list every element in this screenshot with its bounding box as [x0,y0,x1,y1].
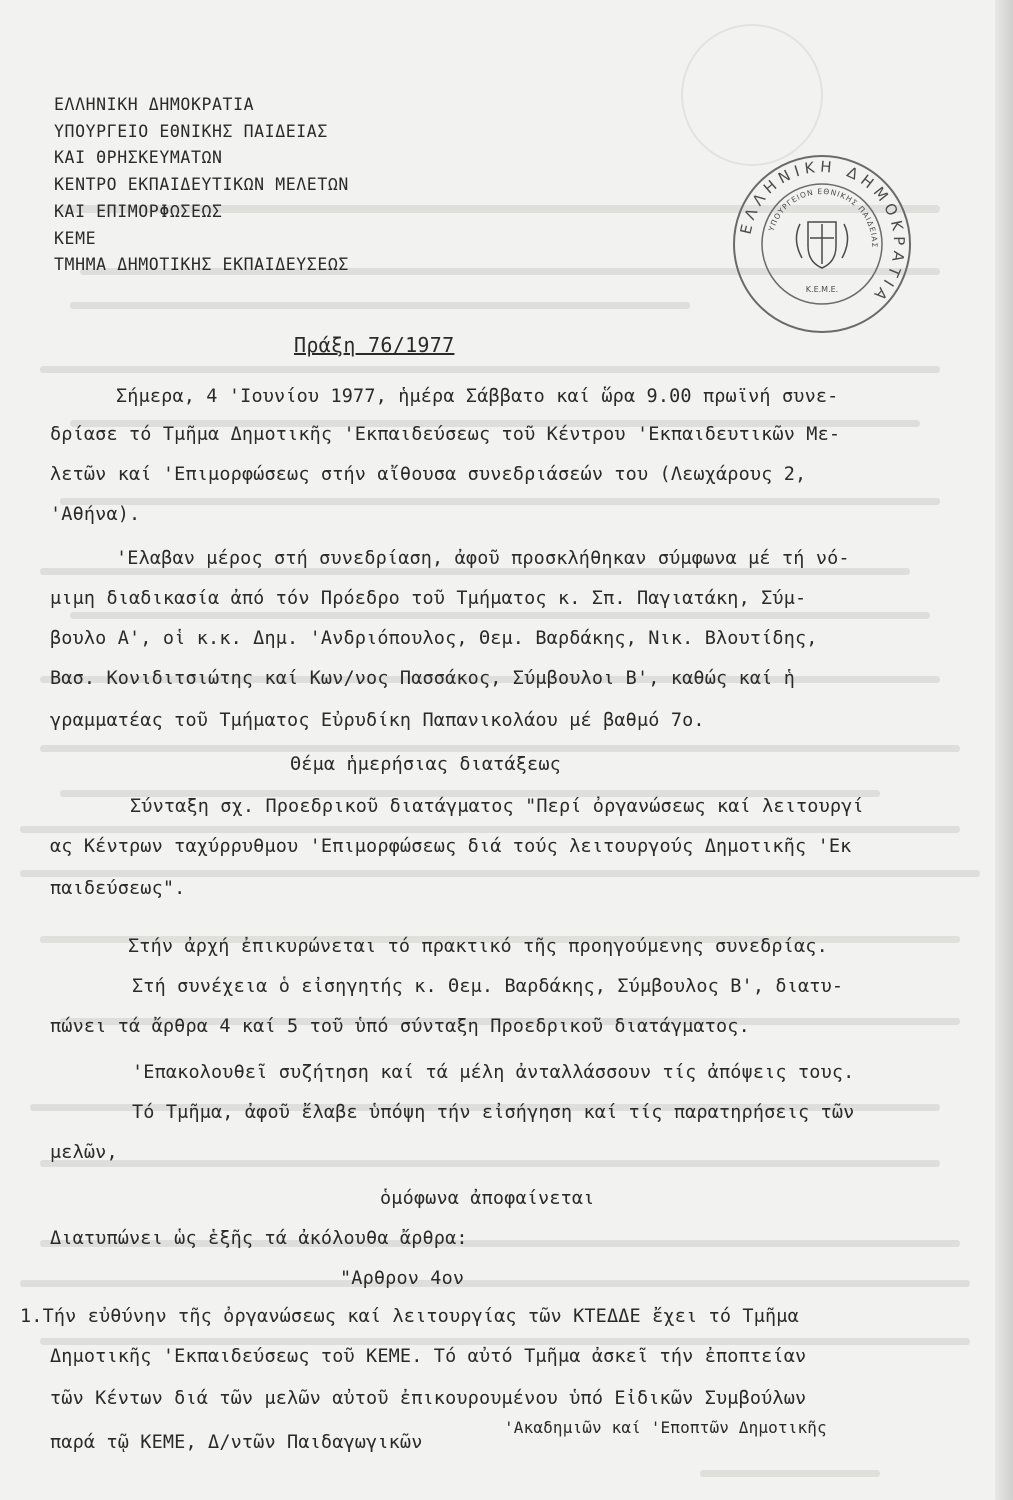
text-line: τῶν Κέντων διά τῶν μελῶν αὐτοῦ ἐπικουρουμένου ὑπό Εἰδικῶν Συμβούλων [50,1388,807,1409]
letterhead-line: ΚΑΙ ΘΡΗΣΚΕΥΜΑΤΩΝ [54,148,223,168]
text-line: 'Επακολουθεῖ συζήτηση καί τά μέλη ἀνταλλάσσουν τίς ἀπόψεις τους. [132,1062,855,1083]
text-line: 1.Τήν εὐθύνην τῆς ὀργανώσεως καί λειτουργίας τῶν ΚΤΕΔΔΕ ἔχει τό Τμῆμα [20,1306,799,1327]
text-line: δρίασε τό Τμῆμα Δημοτικῆς 'Εκπαιδεύσεως τοῦ Κέντρου 'Εκπαιδευτικῶν Με- [50,424,841,445]
text-line: μελῶν, [50,1142,118,1163]
text-line: Διατυπώνει ὡς ἑξῆς τά ἀκόλουθα ἄρθρα: [50,1228,468,1249]
decision-heading: ὁμόφωνα ἀποφαίνεται [380,1188,595,1209]
letterhead-line: ΕΛΛΗΝΙΚΗ ΔΗΜΟΚΡΑΤΙΑ [54,95,255,114]
svg-text:ΥΠΟΥΡΓΕΙΟΝ ΕΘΝΙΚΗΣ ΠΑΙΔΕΙΑΣ [767,187,880,248]
text-line: Τό Τμῆμα, ἀφοῦ ἔλαβε ὑπόψη τήν εἰσήγηση καί τίς παρατηρήσεις τῶν [132,1102,855,1123]
text-line: ας Κέντρων ταχύρρυθμου 'Επιμορφώσεως διά τούς λειτουργούς Δημοτικῆς 'Εκ [50,836,852,857]
agenda-heading: Θέμα ἡμερήσιας διατάξεως [290,754,561,775]
text-line: Στήν ἀρχή ἐπικυρώνεται τό πρακτικό τῆς προηγούμενης συνεδρίας. [128,936,828,957]
text-line: γραμματέας τοῦ Τμήματος Εὐρυδίκη Παπανικολάου μέ βαθμό 7ο. [50,710,705,731]
text-line: Σήμερα, 4 'Ιουνίου 1977, ἡμέρα Σάββατο καί ὥρα 9.00 πρωϊνή συνε- [116,386,839,407]
text-line: Βασ. Κονιδιτσιώτης καί Κων/νος Πασσάκος, Σύμβουλοι Β', καθώς καί ἡ [50,668,796,689]
seal-inner-text: ΥΠΟΥΡΓΕΙΟΝ ΕΘΝΙΚΗΣ ΠΑΙΔΕΙΑΣ [766,186,880,249]
letterhead-line: ΥΠΟΥΡΓΕΙΟ ΕΘΝΙΚΗΣ ΠΑΙΔΕΙΑΣ [54,121,328,141]
text-line: παρά τῷ ΚΕΜΕ, Δ/ντῶν Παιδαγωγικῶν [50,1432,423,1453]
letterhead-line: ΚΕΝΤΡΟ ΕΚΠΑΙΔΕΥΤΙΚΩΝ ΜΕΛΕΤΩΝ [54,175,349,195]
letterhead-line: ΚΕΜΕ [54,228,97,248]
text-line: μιμη διαδικασία ἀπό τόν Πρόεδρο τοῦ Τμήματος κ. Σπ. Παγιατάκη, Σύμ- [50,588,807,609]
letterhead-line: ΚΑΙ ΕΠΙΜΟΡΦΩΣΕΩΣ [54,201,223,221]
official-seal [730,152,914,336]
coat-of-arms-icon [796,222,847,268]
seal-bottom-text: Κ.Ε.Μ.Ε. [805,285,839,294]
text-line: πώνει τά ἄρθρα 4 καί 5 τοῦ ὑπό σύνταξη Προεδρικοῦ διατάγματος. [50,1016,750,1037]
article-heading: "Αρθρον 4ον [340,1268,465,1289]
text-line-overtyped: 'Ακαδημιῶν καί 'Εποπτῶν Δημοτικῆς [504,1418,827,1437]
text-line: βουλο Α', οἱ κ.κ. Δημ. 'Ανδριόπουλος, Θεμ. Βαρδάκης, Νικ. Βλουτίδης, [50,628,818,649]
text-line: 'Ελαβαν μέρος στή συνεδρίαση, ἀφοῦ προσκλήθηκαν σύμφωνα μέ τή νό- [116,548,850,569]
letterhead-line: ΤΜΗΜΑ ΔΗΜΟΤΙΚΗΣ ΕΚΠΑΙΔΕΥΣΕΩΣ [54,255,349,275]
seal-outer-text: ΕΛΛΗΝΙΚΗ ΔΗΜΟΚΡΑΤΙΑ [736,157,909,308]
text-line: Στή συνέχεια ὁ εἰσηγητής κ. Θεμ. Βαρδάκης, Σύμβουλος Β', διατυ- [132,976,844,997]
letterhead [54,92,349,279]
text-line: παιδεύσεως". [50,878,186,899]
act-title: Πράξη 76/1977 [294,333,455,357]
text-line: Σύνταξη σχ. Προεδρικοῦ διατάγματος "Περί ὀργανώσεως καί λειτουργί [130,796,864,817]
text-line: 'Αθήνα). [50,504,141,525]
text-line: λετῶν καί 'Επιμορφώσεως στήν αἴθουσα συνεδριάσεών του (Λεωχάρους 2, [50,464,807,485]
text-line: Δημοτικῆς 'Εκπαιδεύσεως τοῦ ΚΕΜΕ. Τό αὐτό Τμῆμα ἀσκεῖ τήν ἐποπτείαν [50,1346,807,1367]
